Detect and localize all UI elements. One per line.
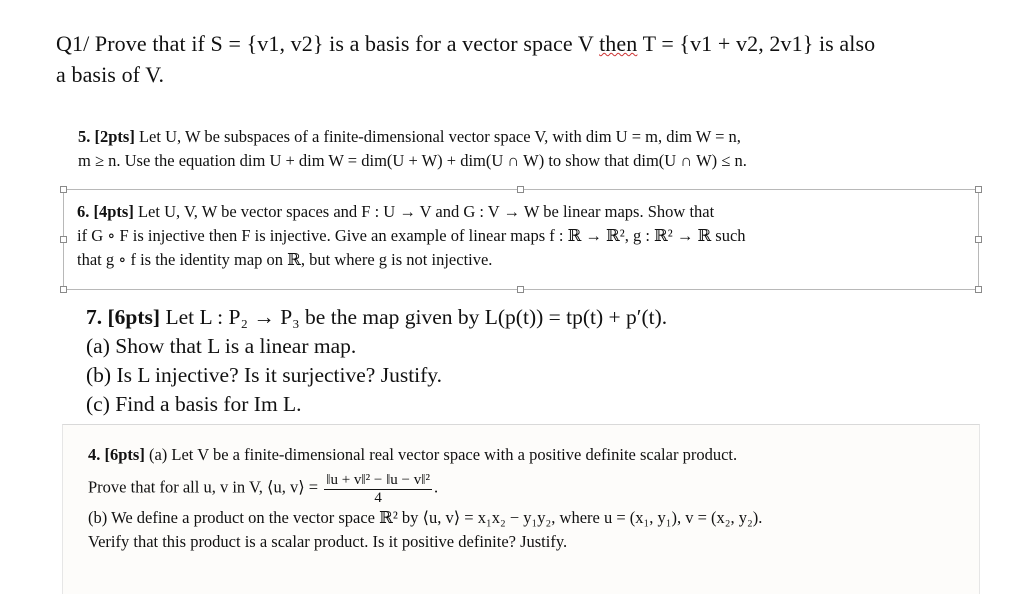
problem-7-label: 7. [6pts]: [86, 305, 161, 329]
problem-6-label: 6. [4pts]: [77, 202, 134, 221]
fraction-numerator: ‖u + v‖² − ‖u − v‖²: [326, 472, 430, 488]
problem-6-line3: that g ∘ f is the identity map on ℝ, but where g is not injective.: [77, 250, 493, 269]
problem-6-line1: Let U, V, W be vector spaces and F : U → V and G : V → W be linear maps. Show that: [133, 202, 715, 221]
q1-text-start: Q1/ Prove that if S = {v1, v2} is a basis for a vector space V: [56, 31, 600, 56]
problem-7: [86, 303, 966, 419]
problem-4-part-b: (b) We define a product on the vector space ℝ² by ⟨u, v⟩ = x₁x₂ − y₁y₂, where u = (x₁, y₁), v = (x₂, y₂).: [88, 508, 763, 527]
problem-4: [88, 443, 968, 554]
problem-4-formula-line: Prove that for all u, v in V, ⟨u, v⟩ = $\frac{\text{‖u + v‖² − ‖u − v‖²}}{4}$ .: [88, 472, 439, 506]
resize-handle-bottom-left[interactable]: [60, 286, 67, 293]
question-q1: [56, 28, 986, 90]
problem-4-line1: (a) Let V be a finite-dimensional real vector space with a positive definite scalar product.: [144, 445, 738, 464]
resize-handle-middle-right[interactable]: [975, 236, 982, 243]
problem-5-label: 5. [2pts]: [78, 127, 135, 146]
fraction-denominator: 4: [374, 490, 382, 506]
resize-handle-bottom-right[interactable]: [975, 286, 982, 293]
problem-4-prove-text: Prove that for all u, v in V, ⟨u, v⟩ =: [88, 477, 323, 497]
problem-7-part-a: (a) Show that L is a linear map.: [86, 334, 357, 358]
problem-7-part-b: (b) Is L injective? Is it surjective? Justify.: [86, 363, 443, 387]
q1-line2: a basis of V.: [56, 62, 165, 87]
problem-6: [77, 200, 967, 272]
problem-7-part-c: (c) Find a basis for Im L.: [86, 392, 302, 416]
resize-handle-middle-left[interactable]: [60, 236, 67, 243]
q1-underlined-word: then: [599, 31, 638, 56]
resize-handle-top-right[interactable]: [975, 186, 982, 193]
resize-handle-top-middle[interactable]: [517, 186, 524, 193]
resize-handle-bottom-middle[interactable]: [517, 286, 524, 293]
polarization-fraction: [324, 471, 432, 506]
q1-text-end: T = {v1 + v2, 2v1} is also: [637, 31, 876, 56]
problem-7-line1: Let L : P₂ → P₃ be the map given by L(p(t)) = tp(t) + p′(t).: [160, 305, 668, 329]
problem-5-line1: Let U, W be subspaces of a finite-dimensional vector space V, with dim U = m, dim W = n,: [134, 127, 741, 146]
problem-4-label: 4. [6pts]: [88, 445, 145, 464]
problem-6-line2: if G ∘ F is injective then F is injective. Give an example of linear maps f : ℝ → ℝ², g : ℝ² → ℝ such: [77, 226, 746, 245]
problem-5-line2: m ≥ n. Use the equation dim U + dim W = dim(U + W) + dim(U ∩ W) to show that dim(U ∩ W) ≤ n.: [78, 151, 747, 170]
problem-5: [78, 125, 968, 173]
resize-handle-top-left[interactable]: [60, 186, 67, 193]
problem-4-verify: Verify that this product is a scalar product. Is it positive definite? Justify.: [88, 532, 568, 551]
